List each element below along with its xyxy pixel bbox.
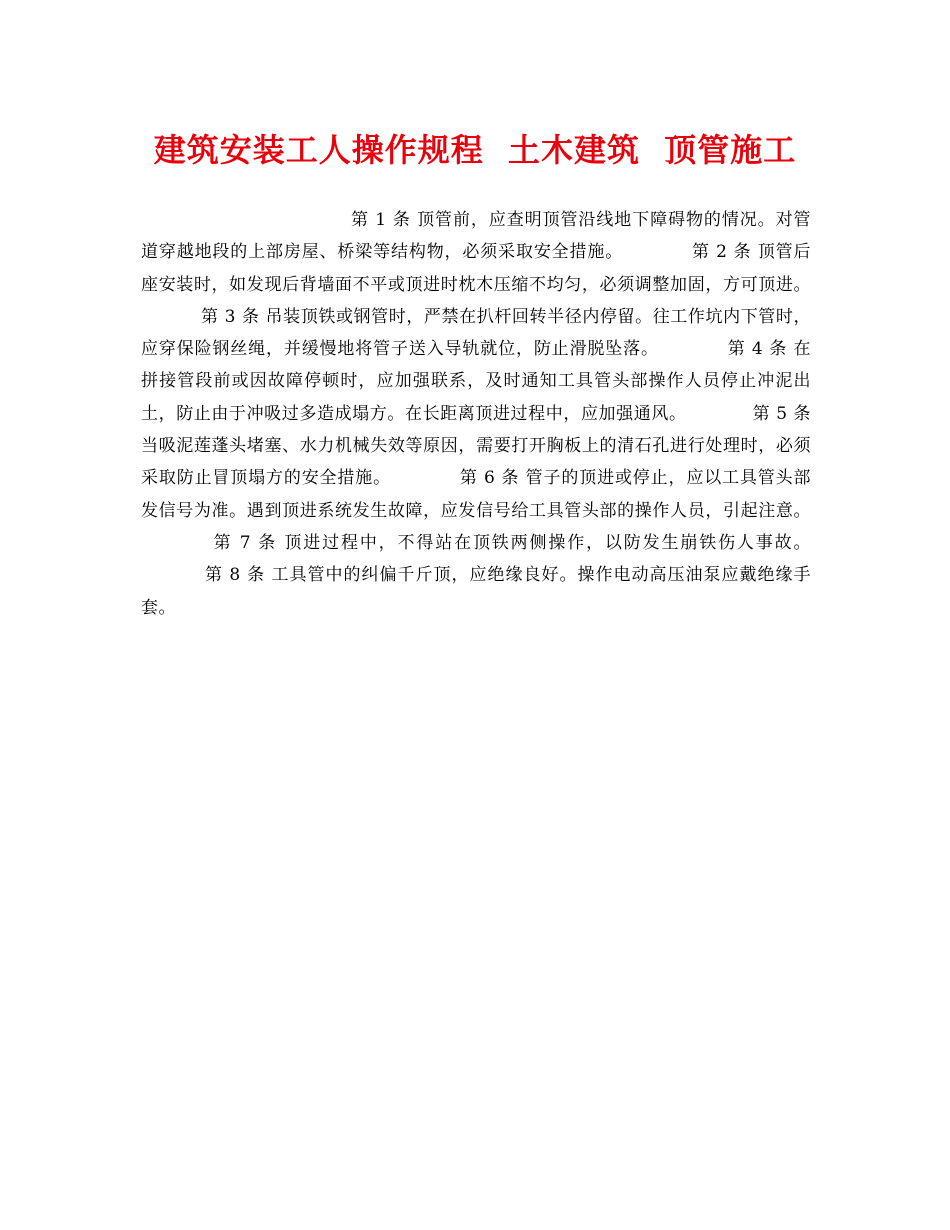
- clause-3: 第 3 条 吊装顶铁或钢管时，严禁在扒杆回转半径内停留。往工作坑内下管时，应穿保险钢丝绳，并缓慢地将管子送入导轨就位，防止滑脱坠落。: [141, 306, 811, 360]
- document-title: 建筑安装工人操作规程 土木建筑 顶管施工: [153, 131, 797, 169]
- document-body: [141, 204, 811, 624]
- clause-4: 第 4 条 在拼接管段前或因故障停顿时，应加强联系，及时通知工具管头部操作人员停止冲泥出土，防止由于冲吸过多造成塌方。在长距离顶进过程中，应加强通风。: [141, 339, 812, 424]
- clause-6: 第 6 条 管子的顶进或停止，应以工具管头部发信号为准。遇到顶进系统发生故障，应发信号给工具管头部的操作人员，引起注意。: [141, 468, 812, 521]
- clause-7: 第 7 条 顶进过程中，不得站在顶铁两侧操作，以防发生崩铁伤人事故。: [213, 532, 811, 553]
- clause-2: 第 2 条 顶管后座安装时，如发现后背墙面不平或顶进时枕木压缩不均匀，必须调整加固，方可顶进。: [141, 242, 812, 295]
- clause-8: 第 8 条 工具管中的纠偏千斤顶，应绝缘良好。操作电动高压油泵应戴绝缘手套。: [141, 565, 811, 618]
- clause-1: 第 1 条 顶管前，应查明顶管沿线地下障碍物的情况。对管道穿越地段的上部房屋、桥梁等结构物，必须采取安全措施。: [141, 210, 811, 263]
- clause-5: 第 5 条 当吸泥莲蓬头堵塞、水力机械失效等原因，需要打开胸板上的清石孔进行处理时，必须采取防止冒顶塌方的安全措施。: [141, 403, 812, 489]
